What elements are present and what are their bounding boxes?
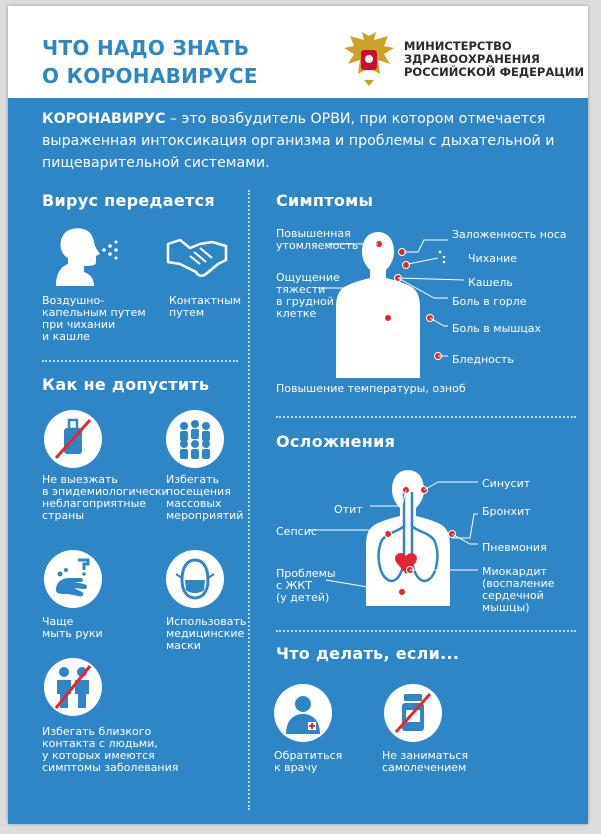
prevention-item-1-label: Не выезжать в эпидемиологически неблагоприятные страны <box>42 473 169 522</box>
complication-leader-lines <box>268 468 578 608</box>
prevention-title: Как не допустить <box>42 375 210 394</box>
symptom-muscles: Боль в мышцах <box>452 322 542 335</box>
prevention-item-2-label: Избегать посещения массовых мероприятий <box>166 473 244 522</box>
intro-bold: КОРОНАВИРУС <box>42 111 166 127</box>
complication-otitis: Отит <box>334 503 363 516</box>
suitcase-crossed-icon <box>44 410 102 468</box>
complication-sepsis: Сепсис <box>276 525 317 538</box>
contact-label: Контактным путем <box>169 294 242 319</box>
hand-washing-icon <box>44 550 102 608</box>
prevention-item-4-label: Использовать медицинские маски <box>166 615 247 652</box>
complication-pneumonia: Пневмония <box>482 541 547 554</box>
symptom-leader-lines <box>268 218 578 378</box>
ministry-name <box>404 40 584 79</box>
ministry-line1: МИНИСТЕРСТВО <box>404 39 512 53</box>
complications-title: Осложнения <box>276 432 396 451</box>
no-self-treatment-label: Не заниматься самолечением <box>382 749 469 774</box>
info-panel <box>8 98 588 824</box>
symptom-chest: Ощущение тяжести в грудной клетке <box>276 271 340 320</box>
what-to-do-title: Что делать, если... <box>276 644 460 663</box>
poster-title <box>42 34 258 90</box>
intro-rest: – это возбудитель ОРВИ, при котором отмечается выраженная интоксикация организма и проблемы с дыхательной и пищеварительной системами. <box>42 111 555 171</box>
pill-bottle-crossed-icon <box>384 684 442 742</box>
poster-title-line2: О КОРОНАВИРУСЕ <box>42 64 258 88</box>
ministry-line3: РОССИЙСКОЙ ФЕДЕРАЦИИ <box>404 65 585 79</box>
people-crossed-icon <box>44 658 102 716</box>
prevention-item-5-label: Избегать близкого контакта с людьми, у которых имеются симптомы заболевания <box>42 725 179 774</box>
symptom-nose: Заложенность носа <box>452 228 567 241</box>
symptoms-title: Симптомы <box>276 191 374 210</box>
doctor-label: Обратиться к врачу <box>274 749 343 774</box>
poster <box>8 6 588 824</box>
divider-left-1 <box>42 360 238 362</box>
transmission-title: Вирус передается <box>42 191 215 210</box>
medical-mask-icon <box>166 550 224 608</box>
divider-right-1 <box>276 416 576 418</box>
poster-title-line1: ЧТО НАДО ЗНАТЬ <box>42 36 250 60</box>
airborne-label: Воздушно- капельным путем при чихании и кашле <box>42 294 146 343</box>
crowd-icon <box>166 410 224 468</box>
ministry-line2: ЗДРАВООХРАНЕНИЯ <box>404 52 540 66</box>
symptom-fatigue: Повышенная утомляемость <box>276 227 359 252</box>
complication-gi: Проблемы с ЖКТ (у детей) <box>276 567 336 604</box>
handshake-icon <box>166 234 228 278</box>
complication-bronchitis: Бронхит <box>482 505 531 518</box>
symptom-pallor: Бледность <box>452 353 514 366</box>
complication-sinusitis: Синусит <box>482 477 531 490</box>
column-divider <box>248 190 250 810</box>
intro-text <box>42 108 562 174</box>
symptom-sneezing: Чихание <box>468 252 518 265</box>
head-sneezing-icon <box>50 224 122 286</box>
prevention-item-3-label: Чаще мыть руки <box>42 615 103 640</box>
divider-right-2 <box>276 630 576 632</box>
symptom-fever: Повышение температуры, озноб <box>276 382 466 395</box>
coat-of-arms-icon <box>342 30 396 88</box>
doctor-icon <box>274 684 332 742</box>
symptom-cough: Кашель <box>468 276 513 289</box>
symptom-throat: Боль в горле <box>452 295 527 308</box>
complication-myocarditis: Миокардит (воспаление сердечной мышцы) <box>482 565 555 614</box>
